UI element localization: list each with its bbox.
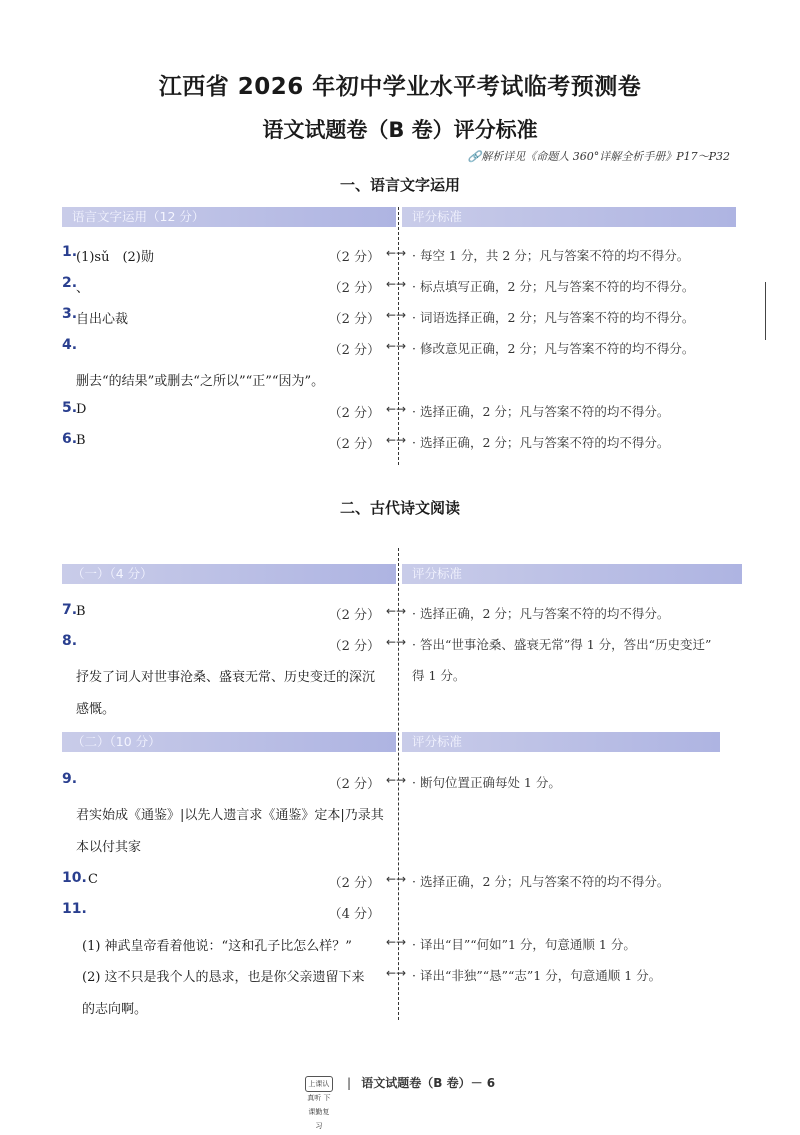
arrow-icon: ←→ <box>386 339 407 353</box>
band-language-usage: 语言文字运用（12 分） <box>62 207 396 227</box>
page-title: 江西省 2026 年初中学业水平考试临考预测卷 <box>158 74 642 100</box>
arrow-icon: ←→ <box>386 402 407 416</box>
arrow-icon: ←→ <box>386 246 407 260</box>
arrow-icon: ←→ <box>386 433 407 447</box>
link-icon: 🔗 <box>467 150 482 163</box>
scan-mark <box>765 282 766 340</box>
arrow-icon: ←→ <box>386 308 407 322</box>
reference-note: 🔗解析详见《命题人 360°详解全析手册》P17～P32 <box>467 150 730 163</box>
page-subtitle: 语文试题卷（B 卷）评分标准 <box>262 118 538 142</box>
page-footer: 上课认真听 下课勤复习 | 语文试题卷（B 卷）－ 6 <box>0 1074 800 1092</box>
arrow-icon: ←→ <box>386 872 407 886</box>
band-scoring-standard: 评分标准 <box>402 732 720 752</box>
band-part-2: （二）（10 分） <box>62 732 396 752</box>
answer-text: 删去“的结果”或删去“之所以”“正”“因为”。 <box>76 374 325 389</box>
band-scoring-standard: 评分标准 <box>402 207 736 227</box>
arrow-icon: ←→ <box>386 773 407 787</box>
publisher-logo: 上课认真听 下课勤复习 <box>305 1076 333 1092</box>
band-scoring-standard: 评分标准 <box>402 564 742 584</box>
section-title-language: 一、语言文字运用 <box>339 176 460 194</box>
arrow-icon: ←→ <box>386 966 407 980</box>
arrow-icon: ←→ <box>386 935 407 949</box>
arrow-icon: ←→ <box>386 635 407 649</box>
arrow-icon: ←→ <box>386 277 407 291</box>
arrow-icon: ←→ <box>386 604 407 618</box>
section-title-classical: 二、古代诗文阅读 <box>339 499 460 517</box>
band-part-1: （一）（4 分） <box>62 564 396 584</box>
